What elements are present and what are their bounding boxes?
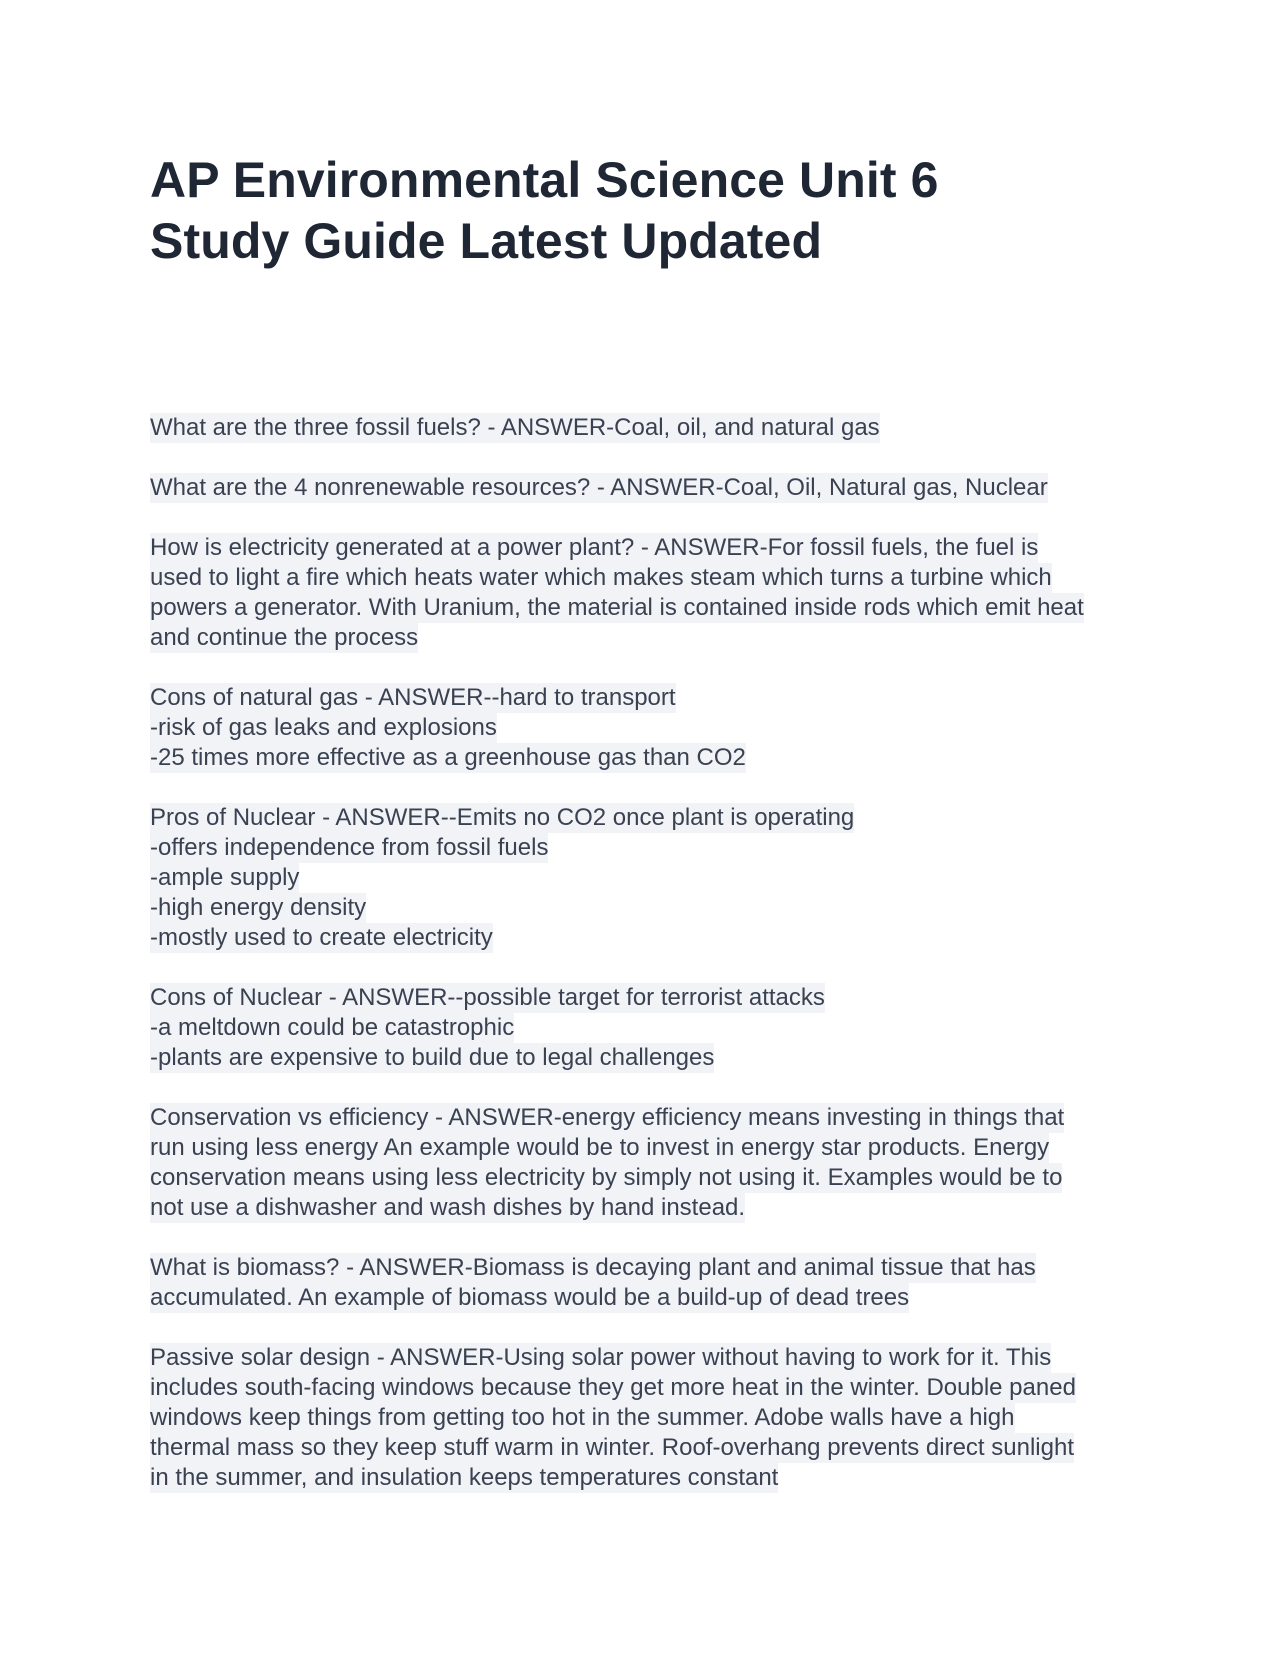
qa-text-line: Conservation vs efficiency - ANSWER-energy efficiency means investing in things that — [150, 1104, 1065, 1131]
qa-text-line: What are the three fossil fuels? - ANSWER-Coal, oil, and natural gas — [150, 414, 880, 441]
title-line: Study Guide Latest Updated — [150, 213, 823, 269]
qa-item-cons-nuclear — [150, 983, 1150, 1073]
qa-text-line: conservation means using less electricity by simply not using it. Examples would be to — [150, 1164, 1063, 1191]
qa-text-line: -risk of gas leaks and explosions — [150, 714, 497, 741]
qa-text-line: -a meltdown could be catastrophic — [150, 1014, 515, 1041]
qa-item-nonrenewable-resources — [150, 473, 1150, 503]
qa-text-line: thermal mass so they keep stuff warm in winter. Roof-overhang prevents direct sunlight — [150, 1434, 1074, 1461]
qa-text-line: Cons of natural gas - ANSWER--hard to transport — [150, 684, 676, 711]
title-line: AP Environmental Science Unit 6 — [150, 152, 939, 208]
qa-text-line: What is biomass? - ANSWER-Biomass is decaying plant and animal tissue that has — [150, 1254, 1036, 1281]
qa-item-passive-solar-design — [150, 1343, 1150, 1493]
qa-text-line: accumulated. An example of biomass would be a build-up of dead trees — [150, 1284, 910, 1311]
qa-text-line: not use a dishwasher and wash dishes by hand instead. — [150, 1194, 746, 1221]
qa-text-line: -plants are expensive to build due to legal challenges — [150, 1044, 715, 1071]
qa-text-line: -ample supply — [150, 864, 300, 891]
page-title — [150, 150, 1150, 272]
qa-text-line: powers a generator. With Uranium, the material is contained inside rods which emit heat — [150, 594, 1084, 621]
qa-text-line: -offers independence from fossil fuels — [150, 834, 549, 861]
qa-item-pros-nuclear — [150, 803, 1150, 953]
qa-text-line: How is electricity generated at a power plant? - ANSWER-For fossil fuels, the fuel is — [150, 534, 1039, 561]
qa-text-line: Pros of Nuclear - ANSWER--Emits no CO2 once plant is operating — [150, 804, 855, 831]
qa-item-conservation-vs-efficiency — [150, 1103, 1150, 1223]
qa-text-line: includes south-facing windows because they get more heat in the winter. Double paned — [150, 1374, 1076, 1401]
qa-text-line: used to light a fire which heats water which makes steam which turns a turbine which — [150, 564, 1052, 591]
document-page — [150, 0, 1150, 1523]
qa-text-line: What are the 4 nonrenewable resources? - ANSWER-Coal, Oil, Natural gas, Nuclear — [150, 474, 1048, 501]
qa-text-line: windows keep things from getting too hot in the summer. Adobe walls have a high — [150, 1404, 1015, 1431]
qa-text-line: -mostly used to create electricity — [150, 924, 493, 951]
qa-item-cons-natural-gas — [150, 683, 1150, 773]
qa-item-fossil-fuels — [150, 413, 1150, 443]
qa-text-line: in the summer, and insulation keeps temperatures constant — [150, 1464, 779, 1491]
qa-text-line: and continue the process — [150, 624, 419, 651]
qa-text-line: run using less energy An example would be to invest in energy star products. Energy — [150, 1134, 1050, 1161]
qa-item-biomass — [150, 1253, 1150, 1313]
qa-list — [150, 413, 1150, 1493]
qa-text-line: -high energy density — [150, 894, 367, 921]
qa-text-line: -25 times more effective as a greenhouse gas than CO2 — [150, 744, 746, 771]
qa-text-line: Passive solar design - ANSWER-Using solar power without having to work for it. This — [150, 1344, 1052, 1371]
qa-text-line: Cons of Nuclear - ANSWER--possible target for terrorist attacks — [150, 984, 825, 1011]
qa-item-electricity-generation — [150, 533, 1150, 653]
